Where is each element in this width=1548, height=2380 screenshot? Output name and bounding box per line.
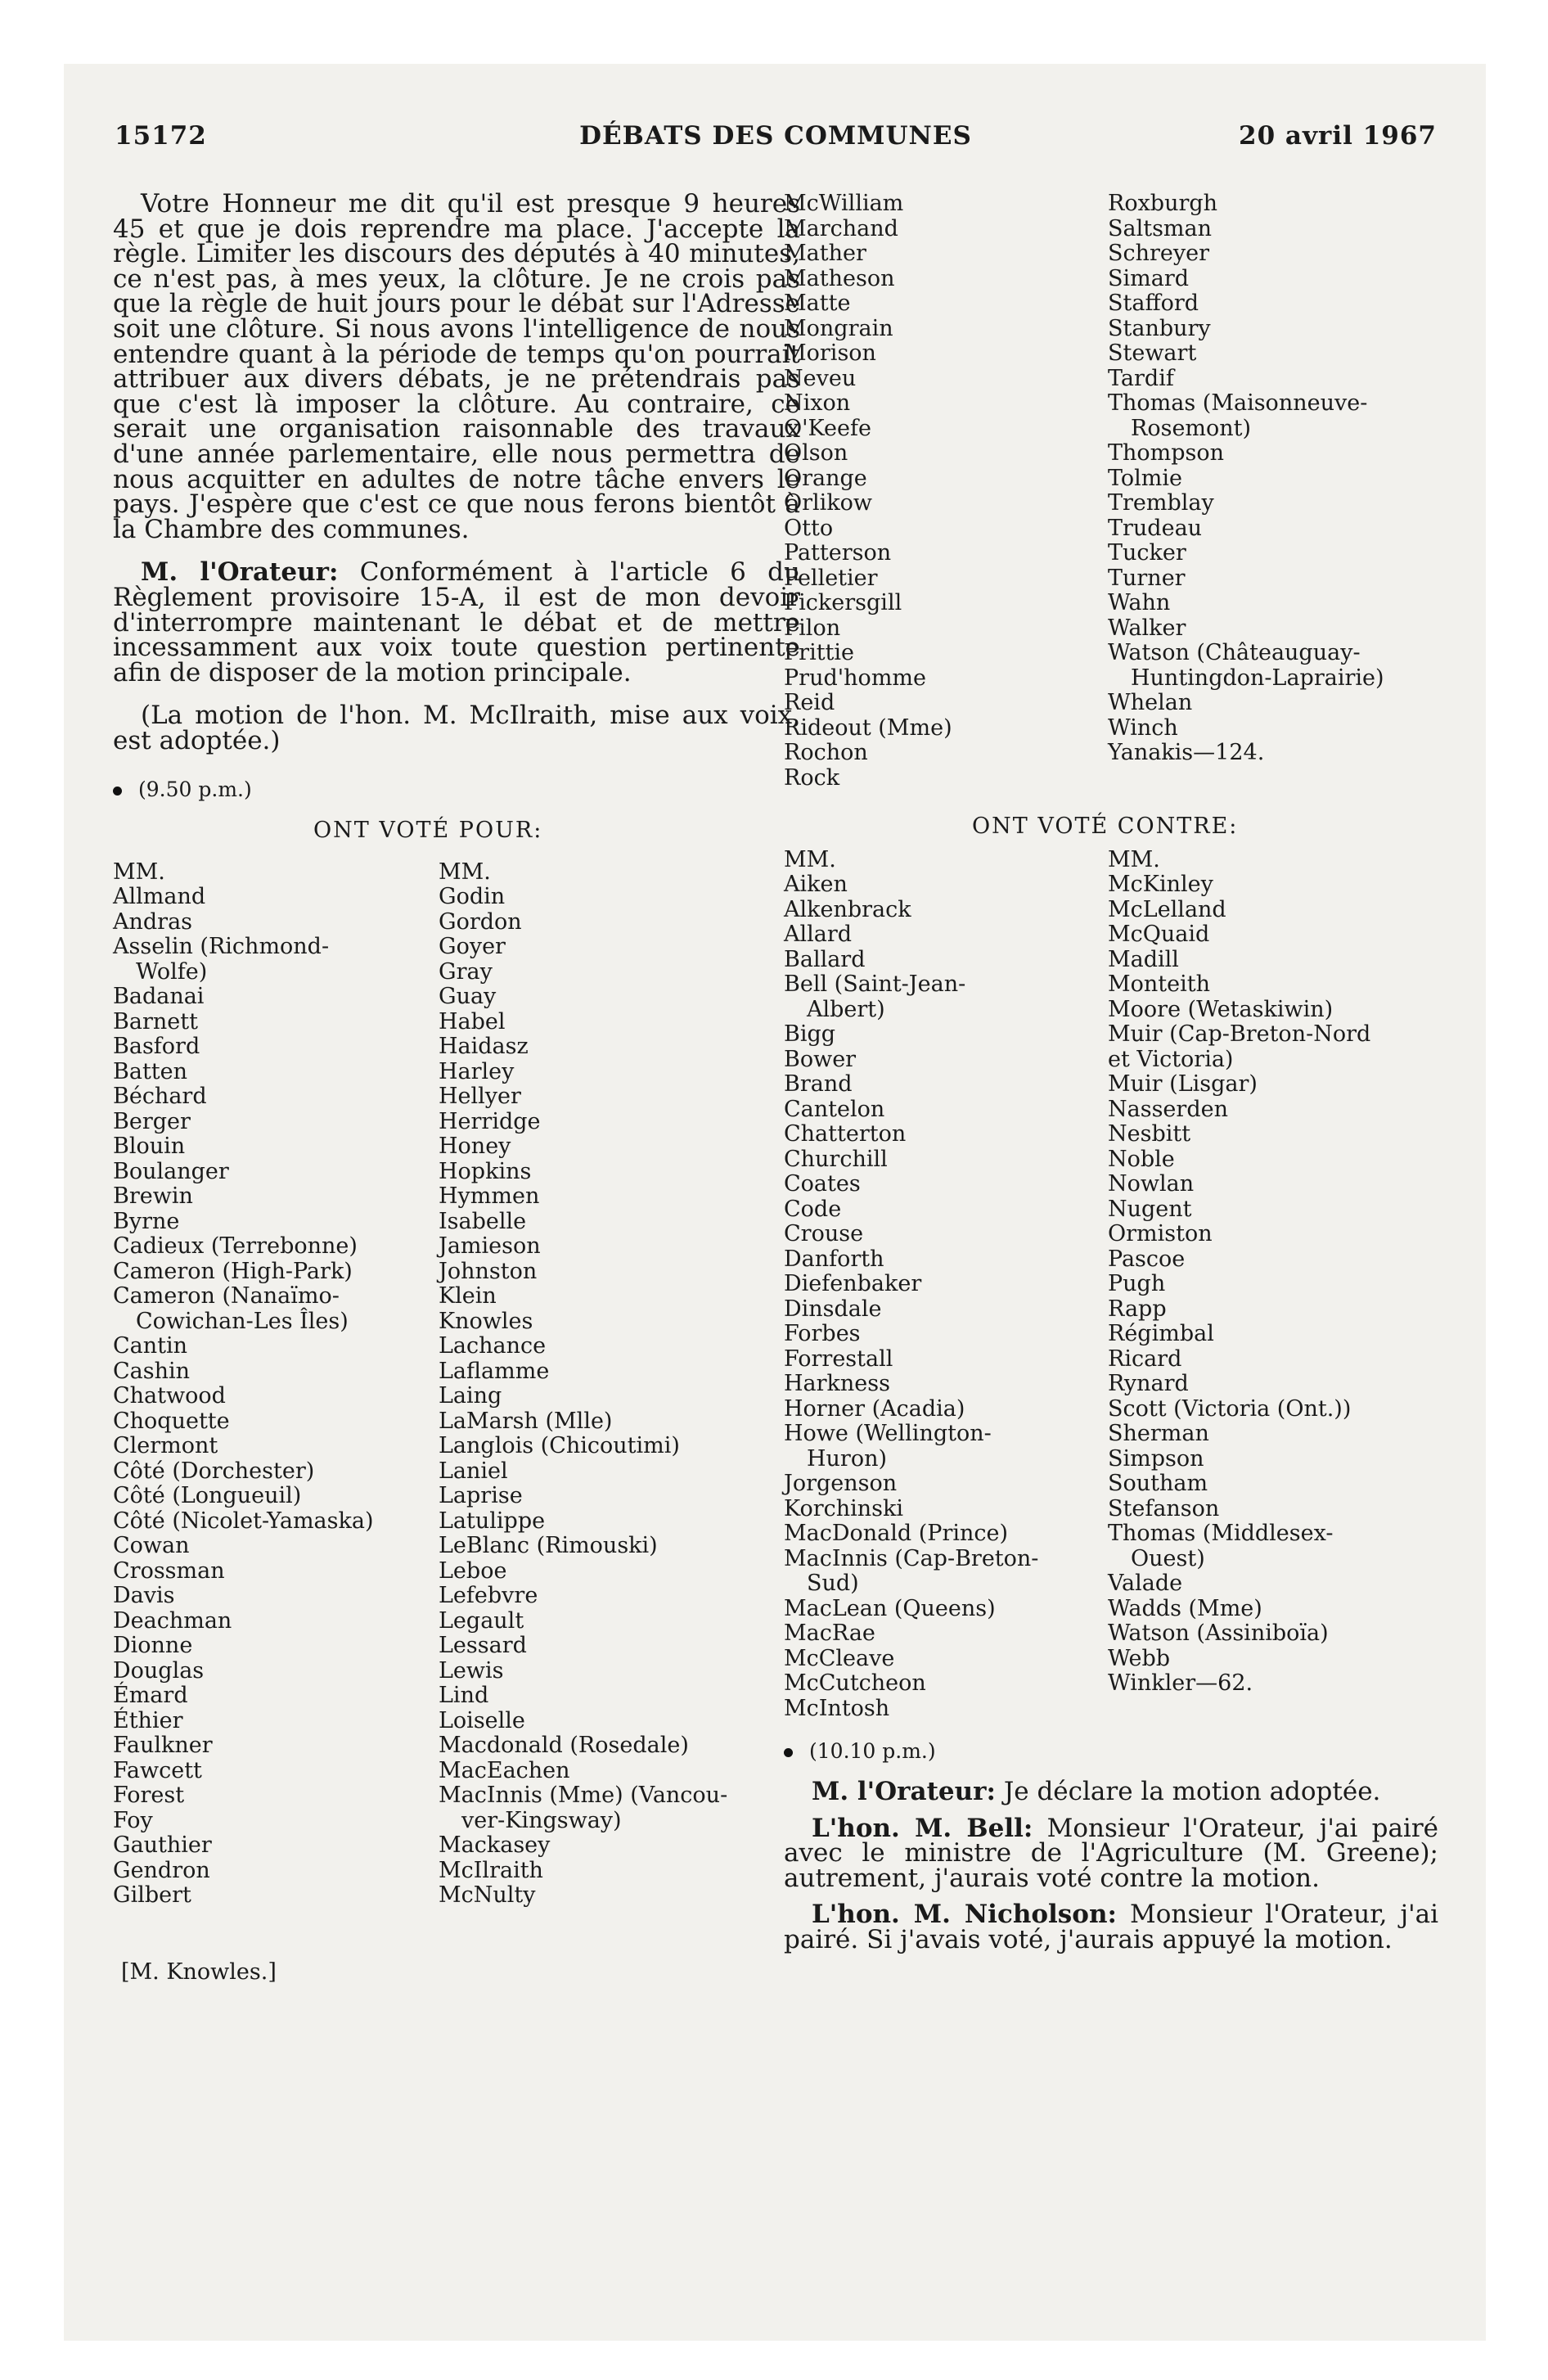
member-name: Saltsman [1108,215,1213,241]
member-name: Tucker [1108,540,1186,566]
member-name: Chatwood [113,1383,226,1409]
member-name: Huntingdon-Laprairie) [1131,665,1384,691]
member-name: Batten [113,1058,188,1084]
member-name: Muir (Cap-Breton-Nord [1108,1021,1371,1047]
vote-pour-heading: ONT VOTÉ POUR: [313,818,543,844]
member-name: Schreyer [1108,241,1210,266]
orateur-paragraph [784,1779,1438,1805]
member-name: Andras [113,908,193,935]
member-name: Crouse [784,1221,864,1246]
member-name: Ricard [1108,1346,1182,1372]
page-title: DÉBATS DES COMMUNES [579,121,972,151]
member-name: Stewart [1108,340,1197,366]
member-name: Jorgenson [784,1471,898,1496]
member-name: Rapp [1108,1296,1167,1322]
page-number: 15172 [115,121,207,151]
name-list [113,885,440,1909]
left-column [113,189,800,1986]
member-name: Cashin [113,1358,191,1384]
speech-paragraph: Votre Honneur me dit qu'il est presque 9 heures 45 et que je dois reprendre ma place. J'accepte la règle. Limiter les discours des députés à 40 minutes, ce n'est pas, à mes yeux, la clôture. Je ne crois pas que la règle de huit jours pour le débat sur l'Adresse soit une clôture. Si nous avons l'intelligence de nous entendre quant à la période de temps qu'on pourrait attribuer aux divers débats, je ne prétendrais pas que c'est là imposer la clôture. Au contraire, ce serait une organisation raisonnable des travaux d'une année parlementaire, elle nous permettra de nous acquitter en adultes de notre tâche envers le pays. J'espère que c'est ce que nous ferons bientôt à la Chambre des communes. [113,189,800,544]
member-name: Legault [439,1607,524,1634]
member-name: Brand [784,1071,853,1097]
member-name: Rochon [784,740,868,765]
member-name: Langlois (Chicoutimi) [439,1433,680,1459]
orateur-text: Conformément à l'article 6 du Règlement provisoire 15-A, il est de mon devoir d'interrompre maintenant le débat et de mettre incessamment aux voix toute question pertinente afin de disposer de la motion principale. [113,557,800,687]
member-name: Mongrain [784,315,893,341]
member-name: O'Keefe [784,415,871,441]
member-name: Hopkins [439,1158,532,1184]
member-name: Douglas [113,1657,205,1684]
member-name: Foy [113,1807,153,1833]
member-name: Deachman [113,1607,232,1634]
member-name: MacRae [784,1620,875,1646]
member-name: Goyer [439,934,506,960]
member-name: Ormiston [1108,1221,1213,1246]
page-header [115,121,1437,162]
member-name: Code [784,1196,842,1222]
member-name: Danforth [784,1246,884,1272]
member-name: Webb [1108,1645,1171,1671]
name-list [784,872,1111,1721]
mm-label: MM. [1108,847,1160,872]
contre-column-2 [1108,847,1438,1697]
member-name: Thomas (Middlesex- [1108,1521,1334,1546]
timestamp [784,1739,1438,1763]
member-name: Albert) [807,996,885,1022]
mm-label: MM. [784,847,836,872]
orateur-paragraph [113,557,800,687]
member-name: Badanai [113,984,205,1010]
member-name: Wolfe) [136,958,208,985]
member-name: Prud'homme [784,665,926,691]
member-name: Isabelle [439,1208,527,1234]
nicholson-paragraph [784,1902,1438,1952]
member-name: Tolmie [1108,465,1183,491]
member-name: Gilbert [113,1882,191,1909]
member-name: LaMarsh (Mlle) [439,1408,613,1434]
member-name: Horner (Acadia) [784,1395,965,1422]
member-name: Trudeau [1108,515,1203,541]
member-name: Monteith [1108,971,1210,997]
member-name: Ballard [784,946,866,972]
member-name: LeBlanc (Rimouski) [439,1533,658,1559]
member-name: Godin [439,884,506,910]
member-name: Pelletier [784,565,878,591]
member-name: MacInnis (Cap-Breton- [784,1545,1039,1571]
member-name: Hellyer [439,1084,521,1110]
member-name: Pugh [1108,1271,1166,1296]
pour-column-2 [439,859,799,1909]
member-name: Fawcett [113,1757,202,1783]
member-name: Ouest) [1131,1545,1205,1571]
member-name: Rosemont) [1131,415,1252,441]
member-name: Mather [784,241,866,266]
name-list [439,885,799,1909]
member-name: Chatterton [784,1121,907,1147]
member-name: Winch [1108,714,1178,741]
member-name: Barnett [113,1008,198,1034]
member-name: McQuaid [1108,922,1210,947]
member-name: Morison [784,340,876,366]
member-name: Nixon [784,390,851,416]
motion-note: (La motion de l'hon. M. McIlraith, mise aux voix, est adoptée.) [113,701,800,755]
member-name: Mackasey [439,1832,551,1859]
pour-column-1 [113,859,440,1909]
member-name: Gauthier [113,1832,212,1859]
member-name: Brewin [113,1183,193,1210]
pour-lists-right [784,192,1438,814]
speaker-label: L'hon. M. Nicholson: [812,1900,1117,1930]
member-name: Régimbal [1108,1321,1214,1346]
member-name: Côté (Nicolet-Yamaska) [113,1508,374,1534]
member-name: Pilon [784,615,841,641]
member-name: Côté (Dorchester) [113,1458,315,1484]
member-name: Hymmen [439,1183,540,1210]
speaker-signature: [M. Knowles.] [121,1959,277,1986]
member-name: Pascoe [1108,1246,1186,1272]
member-name: McIntosh [784,1695,890,1721]
member-name: Émard [113,1683,188,1709]
member-name: Bigg [784,1021,836,1047]
member-name: Allard [784,922,853,947]
member-name: Orange [784,465,867,491]
member-name: Nasserden [1108,1096,1228,1122]
pour-column-4 [1108,192,1438,766]
bullet-icon [784,1748,793,1757]
pour-lists-left [113,859,800,1948]
member-name: Wahn [1108,590,1171,615]
member-name: Nugent [1108,1196,1192,1222]
member-name: Olson [784,440,848,466]
member-name: Churchill [784,1146,888,1172]
page [64,64,1486,2341]
member-name: McWilliam [784,191,904,216]
member-name: Reid [784,690,835,715]
member-name: Dinsdale [784,1296,882,1322]
member-name: Diefenbaker [784,1271,922,1296]
member-name: Klein [439,1283,497,1309]
member-name: MacDonald (Prince) [784,1521,1009,1546]
mm-label: MM. [113,859,165,886]
member-name: Forest [113,1783,185,1809]
member-name: Turner [1108,565,1186,591]
member-name: Marchand [784,215,898,241]
member-name: Stefanson [1108,1495,1220,1521]
member-name: Cameron (High-Park) [113,1258,353,1284]
member-name: MacLean (Queens) [784,1595,996,1621]
member-name: Forrestall [784,1346,893,1372]
member-name: Lind [439,1683,489,1709]
member-name: Huron) [807,1445,888,1472]
member-name: Forbes [784,1321,861,1346]
member-name: Macdonald (Rosedale) [439,1733,689,1759]
member-name: McLelland [1108,896,1226,922]
member-name: McCutcheon [784,1670,926,1696]
member-name: Gendron [113,1857,210,1883]
member-name: Walker [1108,615,1186,641]
member-name: Winkler—62. [1108,1670,1253,1696]
member-name: ver-Kingsway) [461,1807,622,1833]
member-name: Harkness [784,1371,890,1396]
member-name: Valade [1108,1571,1183,1596]
member-name: Rock [784,764,840,791]
member-name: Nowlan [1108,1171,1195,1197]
member-name: Tardif [1108,365,1174,391]
member-name: McNulty [439,1882,536,1909]
nicholson-text: Monsieur l'Orateur, j'ai pairé. Si j'avais voté, j'aurais appuyé la motion. [784,1900,1439,1954]
timestamp [113,778,800,801]
member-name: Jamieson [439,1233,541,1260]
member-name: Guay [439,984,497,1010]
member-name: Roxburgh [1108,191,1218,216]
member-name: Tremblay [1108,490,1214,516]
member-name: MacEachen [439,1757,570,1783]
member-name: Patterson [784,540,892,566]
member-name: Wadds (Mme) [1108,1595,1262,1621]
member-name: Madill [1108,946,1179,972]
member-name: Whelan [1108,690,1193,715]
member-name: Thomas (Maisonneuve- [1108,390,1368,416]
member-name: Bower [784,1046,857,1072]
member-name: McCleave [784,1645,895,1671]
time-label: (10.10 p.m.) [809,1739,936,1763]
member-name: Simpson [1108,1445,1204,1472]
member-name: Haidasz [439,1034,529,1060]
orateur-text: Je déclare la motion adoptée. [1003,1777,1381,1806]
pour-column-3 [784,192,1111,791]
member-name: et Victoria) [1108,1046,1234,1072]
member-name: Korchinski [784,1495,903,1521]
right-column [784,192,1438,1953]
name-list [784,192,1111,791]
page-date: 20 avril 1967 [1239,121,1437,151]
member-name: Gordon [439,908,522,935]
bell-text: Monsieur l'Orateur, j'ai pairé avec le ministre de l'Agriculture (M. Greene); autrement, j'aurais voté contre la motion. [784,1813,1439,1893]
member-name: Lachance [439,1333,547,1359]
member-name: Watson (Assiniboïa) [1108,1620,1329,1646]
member-name: Neveu [784,365,857,391]
member-name: Dionne [113,1633,193,1659]
member-name: Cameron (Nanaïmo- [113,1283,340,1309]
member-name: Yanakis—124. [1108,740,1265,765]
member-name: Coates [784,1171,861,1197]
member-name: Simard [1108,265,1190,291]
member-name: Cowan [113,1533,190,1559]
member-name: Basford [113,1034,200,1060]
member-name: Howe (Wellington- [784,1421,992,1446]
member-name: Éthier [113,1707,183,1733]
member-name: Cantin [113,1333,188,1359]
member-name: Matheson [784,265,895,291]
name-list [1108,192,1438,766]
member-name: Johnston [439,1258,538,1284]
member-name: Sherman [1108,1421,1209,1446]
mm-label: MM. [439,859,491,886]
member-name: Bell (Saint-Jean- [784,971,966,997]
member-name: Boulanger [113,1158,229,1184]
member-name: Rynard [1108,1371,1189,1396]
member-name: Alkenbrack [784,896,911,922]
member-name: Muir (Lisgar) [1108,1071,1258,1097]
member-name: Watson (Châteauguay- [1108,640,1361,665]
member-name: Honey [439,1134,511,1160]
member-name: Berger [113,1108,191,1134]
member-name: Lewis [439,1657,504,1684]
member-name: Herridge [439,1108,541,1134]
member-name: Clermont [113,1433,218,1459]
member-name: McIlraith [439,1857,543,1883]
member-name: Laflamme [439,1358,550,1384]
member-name: Southam [1108,1471,1208,1496]
member-name: Noble [1108,1146,1175,1172]
member-name: Choquette [113,1408,230,1434]
member-name: Cowichan-Les Îles) [136,1308,349,1334]
contre-column-1 [784,847,1111,1721]
member-name: Laing [439,1383,502,1409]
member-name: Laniel [439,1458,508,1484]
member-name: Davis [113,1583,175,1609]
member-name: Thompson [1108,440,1225,466]
member-name: Faulkner [113,1733,213,1759]
member-name: Lefebvre [439,1583,538,1609]
member-name: Leboe [439,1557,507,1584]
member-name: Habel [439,1008,506,1034]
member-name: Stafford [1108,291,1199,316]
member-name: Knowles [439,1308,533,1334]
member-name: Aiken [784,872,848,897]
member-name: Cantelon [784,1096,885,1122]
speaker-label: M. l'Orateur: [141,557,339,588]
member-name: Moore (Wetaskiwin) [1108,996,1334,1022]
member-name: Béchard [113,1084,207,1110]
name-list [1108,872,1438,1697]
member-name: Blouin [113,1134,186,1160]
member-name: Allmand [113,884,206,910]
member-name: Lessard [439,1633,527,1659]
member-name: Cadieux (Terrebonne) [113,1233,358,1260]
member-name: Rideout (Mme) [784,714,952,741]
member-name: Asselin (Richmond- [113,934,330,960]
member-name: MacInnis (Mme) (Vancou- [439,1783,728,1809]
member-name: Stanbury [1108,315,1211,341]
member-name: Matte [784,291,851,316]
member-name: Loiselle [439,1707,525,1733]
member-name: Crossman [113,1557,225,1584]
member-name: Gray [439,958,493,985]
bullet-icon [113,787,122,796]
contre-lists [784,847,1438,1739]
member-name: Orlikow [784,490,873,516]
member-name: Sud) [807,1571,859,1596]
member-name: Byrne [113,1208,180,1234]
member-name: Harley [439,1058,515,1084]
vote-contre-heading: ONT VOTÉ CONTRE: [972,814,1239,839]
bell-paragraph [784,1813,1439,1893]
member-name: Pickersgill [784,590,902,615]
member-name: Scott (Victoria (Ont.)) [1108,1395,1352,1422]
member-name: Otto [784,515,834,541]
member-name: Prittie [784,640,855,665]
time-label: (9.50 p.m.) [138,778,252,802]
member-name: Latulippe [439,1508,546,1534]
member-name: McKinley [1108,872,1213,897]
member-name: Côté (Longueuil) [113,1483,302,1509]
speaker-label: L'hon. M. Bell: [812,1813,1033,1843]
speaker-label: M. l'Orateur: [812,1777,996,1806]
member-name: Nesbitt [1108,1121,1191,1147]
member-name: Laprise [439,1483,523,1509]
